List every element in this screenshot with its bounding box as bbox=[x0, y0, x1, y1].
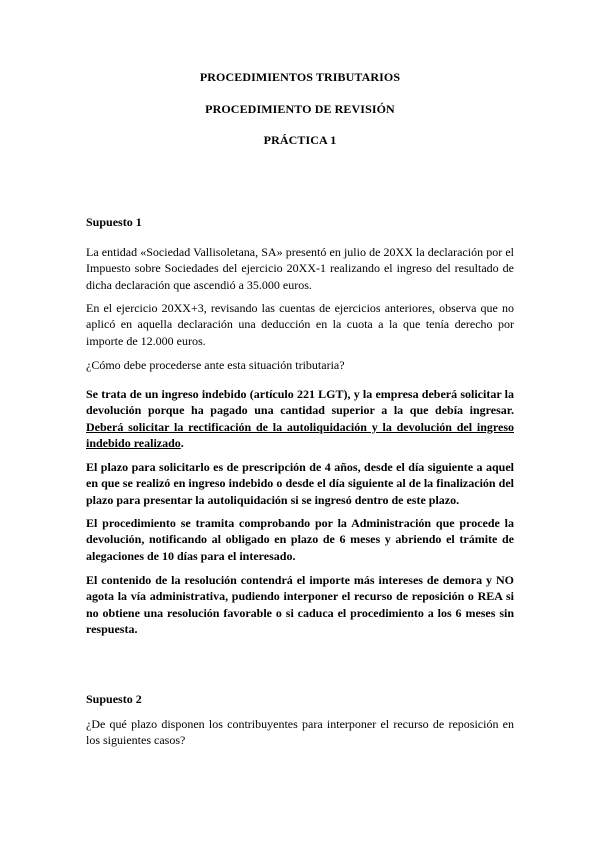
practice-number: PRÁCTICA 1 bbox=[263, 133, 337, 147]
document-subtitle: PROCEDIMIENTO DE REVISIÓN bbox=[205, 102, 395, 116]
supuesto-2-question: ¿De qué plazo disponen los contribuyentes para interponer el recurso de reposición en los siguientes casos? bbox=[86, 717, 514, 748]
supuesto-2-heading: Supuesto 2 bbox=[86, 692, 142, 706]
supuesto-1-answer-3: El procedimiento se tramita comprobando por la Administración que procede la devolución, notificando al obligado en plazo de 6 meses y abriendo el trámite de alegaciones de 10 días para el interesado. bbox=[86, 516, 514, 563]
answer-1-underlined-text: Deberá solicitar la rectificación de la autoliquidación y la devolución del ingreso indebido realizado bbox=[86, 419, 514, 450]
supuesto-1-answer-1 bbox=[86, 386, 514, 451]
answer-1-text: Se trata de un ingreso indebido (artículo 221 LGT), y la empresa deberá solicitar la devolución porque ha pagado una cantidad superior a la que debía ingresar. bbox=[86, 387, 514, 418]
supuesto-1-question: ¿Cómo debe procederse ante esta situación tributaria? bbox=[86, 358, 345, 372]
supuesto-1-paragraph-2: En el ejercicio 20XX+3, revisando las cuentas de ejercicios anteriores, observa que no aplicó en aquella declaración una deducción en la cuota a la que tenía derecho por importe de 12.000 euros. bbox=[86, 301, 514, 348]
supuesto-1-answer-4: El contenido de la resolución contendrá el importe más intereses de demora y NO agota la vía administrativa, pudiendo interponer el recurso de reposición o REA si no obtiene una resolución favorable o si caduca el procedimiento a los 6 meses sin respuesta. bbox=[86, 573, 514, 636]
supuesto-1-paragraph-1: La entidad «Sociedad Vallisoletana, SA» presentó en julio de 20XX la declaración por el Impuesto sobre Sociedades del ejercicio 20XX-1 realizando el ingreso del resultado de dicha declaración que ascendió a 35.000 euros. bbox=[86, 245, 514, 292]
document-title: PROCEDIMIENTOS TRIBUTARIOS bbox=[199, 70, 401, 84]
supuesto-1-answer-2: El plazo para solicitarlo es de prescripción de 4 años, desde el día siguiente a aquel en que se realizó en ingreso indebido o desde el día siguiente al de la finalización del plazo para presentar la autoliquidación si se ingresó dentro de este plazo. bbox=[86, 460, 514, 507]
answer-1-end: . bbox=[180, 435, 184, 450]
supuesto-1-heading: Supuesto 1 bbox=[86, 215, 142, 229]
